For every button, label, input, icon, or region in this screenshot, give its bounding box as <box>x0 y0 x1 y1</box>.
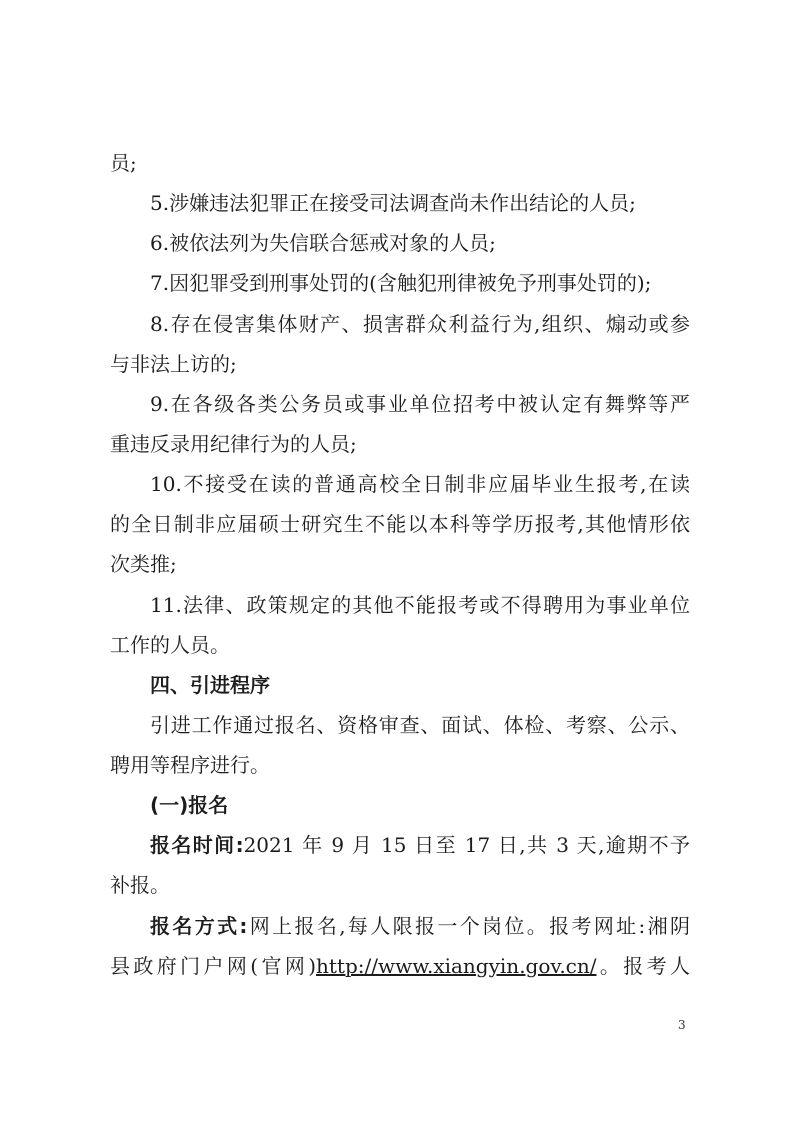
list-item-11: 11.法律、政策规定的其他不能报考或不得聘用为事业单位 <box>150 593 690 617</box>
registration-method-line <box>110 913 690 939</box>
text-line: 员; <box>110 151 137 175</box>
sub-heading: (一)报名 <box>150 793 229 817</box>
list-item-7: 7.因犯罪受到刑事处罚的(含触犯刑律被免予刑事处罚的); <box>150 271 652 295</box>
registration-method-label: 报名方式: <box>150 914 248 938</box>
list-item-9: 9.在各级各类公务员或事业单位招考中被认定有舞弊等严 <box>150 392 690 416</box>
registration-method-value: 网上报名,每人限报一个岗位。报考网址:湘阴 <box>247 914 690 938</box>
website-suffix: 。报考人 <box>596 954 691 978</box>
list-item-9-cont: 重违反录用纪律行为的人员; <box>110 432 357 456</box>
list-item-11-cont: 工作的人员。 <box>110 633 230 657</box>
list-item-10-cont: 的全日制非应届硕士研究生不能以本科等学历报考,其他情形依 <box>110 512 690 536</box>
website-prefix: 县政府门户网(官网) <box>110 954 317 978</box>
section-heading: 四、引进程序 <box>150 673 270 697</box>
page-number: 3 <box>678 1018 686 1032</box>
list-item-8: 8.存在侵害集体财产、损害群众利益行为,组织、煽动或参 <box>150 312 690 336</box>
registration-time-value: 2021 年 9 月 15 日至 17 日,共 3 天,逾期不予 <box>243 833 690 857</box>
list-item-5: 5.涉嫌违法犯罪正在接受司法调查尚未作出结论的人员; <box>150 191 636 215</box>
website-link[interactable]: http://www.xiangyin.gov.cn/ <box>316 954 597 978</box>
paragraph-line: 引进工作通过报名、资格审查、面试、体检、考察、公示、 <box>150 713 690 737</box>
list-item-10: 10.不接受在读的普通高校全日制非应届毕业生报考,在读 <box>150 472 690 496</box>
paragraph-line: 聘用等程序进行。 <box>110 753 270 777</box>
registration-time-label: 报名时间: <box>150 833 244 857</box>
list-item-8-cont: 与非法上访的; <box>110 352 237 376</box>
list-item-6: 6.被依法列为失信联合惩戒对象的人员; <box>150 231 496 255</box>
website-line <box>110 953 690 979</box>
list-item-10-cont2: 次类推; <box>110 552 177 576</box>
paragraph-line: 补报。 <box>110 873 170 897</box>
registration-time-line <box>110 832 690 858</box>
